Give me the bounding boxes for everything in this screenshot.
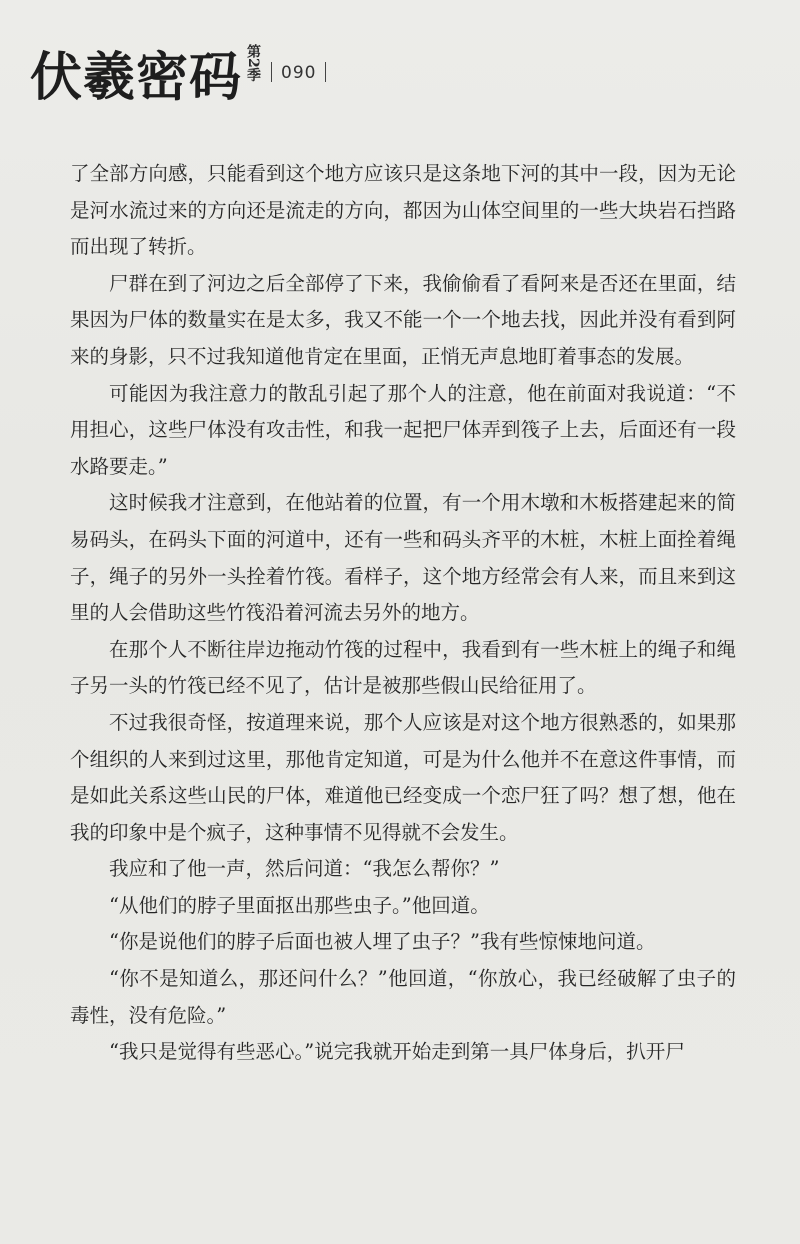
paragraph: 我应和了他一声，然后问道：“我怎么帮你？” xyxy=(109,857,500,881)
book-title: 伏羲密码 xyxy=(30,47,243,108)
page-number-text: 090 xyxy=(281,63,317,83)
paragraph: “你不是知道么，那还问什么？”他回道，“你放心，我已经破解了虫子的毒性，没有危险。” xyxy=(70,967,736,1027)
paragraph: 这时候我才注意到，在他站着的位置，有一个用木墩和木板搭建起来的简易码头，在码头下面的河道中，还有一些和码头齐平的木桩，木桩上面拴着绳子，绳子的另外一头拴着竹筏。看样子，这个地方经常会有人来，而且来到这里的人会借助这些竹筏沿着河流去另外的地方。 xyxy=(70,491,736,625)
paragraph: 尸群在到了河边之后全部停了下来，我偷偷看了看阿来是否还在里面，结果因为尸体的数量实在是太多，我又不能一个一个地去找，因此并没有看到阿来的身影，只不过我知道他肯定在里面，正悄无声息地盯着事态的发展。 xyxy=(70,271,736,368)
paragraph: 了全部方向感，只能看到这个地方应该只是这条地下河的其中一段，因为无论是河水流过来的方向还是流走的方向，都因为山体空间里的一些大块岩石挡路而出现了转折。 xyxy=(70,162,736,259)
page-number-bar-left xyxy=(271,62,272,82)
paragraph: “我只是觉得有些恶心。”说完我就开始走到第一具尸体身后，扒开尸 xyxy=(109,1040,685,1064)
body-text xyxy=(70,156,736,1071)
page-number-bar-right xyxy=(325,62,326,82)
paragraph: “你是说他们的脖子后面也被人埋了虫子？”我有些惊悚地问道。 xyxy=(109,930,656,954)
season-label: 第2季 xyxy=(245,44,262,82)
page-number xyxy=(262,62,335,83)
paragraph: 不过我很奇怪，按道理来说，那个人应该是对这个地方很熟悉的，如果那个组织的人来到过这里，那他肯定知道，可是为什么他并不在意这件事情，而是如此关系这些山民的尸体，难道他已经变成一个恋尸狂了吗？想了想，他在我的印象中是个疯子，这种事情不见得就不会发生。 xyxy=(70,710,736,844)
paragraph: 可能因为我注意力的散乱引起了那个人的注意，他在前面对我说道：“不用担心，这些尸体没有攻击性，和我一起把尸体弄到筏子上去，后面还有一段水路要走。” xyxy=(70,381,736,478)
page-header xyxy=(30,38,260,108)
paragraph: “从他们的脖子里面抠出那些虫子。”他回道。 xyxy=(109,893,490,917)
paragraph: 在那个人不断往岸边拖动竹筏的过程中，我看到有一些木桩上的绳子和绳子另一头的竹筏已经不见了，估计是被那些假山民给征用了。 xyxy=(70,637,736,698)
